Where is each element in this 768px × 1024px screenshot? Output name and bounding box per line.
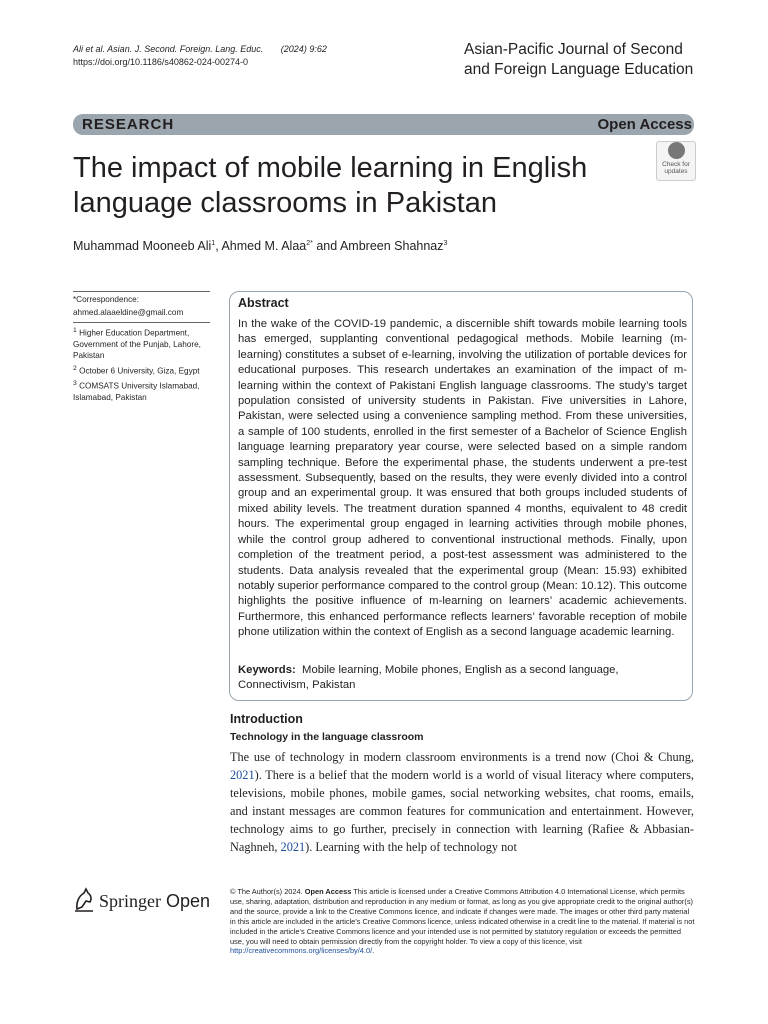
- license-text: .: [372, 946, 375, 956]
- introduction-heading: Introduction: [230, 712, 303, 726]
- affiliation-text: COMSATS University Islamabad, Islamabad, Pakistan: [73, 382, 200, 403]
- citation-link[interactable]: 2021: [280, 840, 306, 854]
- check-updates-icon: [668, 142, 685, 159]
- author-list: [73, 239, 447, 253]
- logo-springer: Springer: [99, 891, 161, 911]
- author-separator: and: [312, 239, 340, 253]
- license-text: © The Author(s) 2024.: [230, 887, 305, 896]
- journal-line-1: Asian-Pacific Journal of Second: [464, 41, 683, 58]
- correspondence-label: *Correspondence:: [73, 295, 139, 304]
- paragraph-text: The use of technology in modern classroom environments is a trend now (Choi & Chung,: [230, 750, 694, 764]
- divider: [73, 291, 210, 292]
- paragraph-text: ). There is a belief that the modern world is a world of visual literacy where computers, televisions, mobile phones, mobile games, social networking websites, chat rooms, emails, and instant messages are common features for communication and entertainment. However, technology aims to go further, precisely in connection with learning (Rafiee & Abbasian-Naghneh,: [230, 768, 694, 854]
- badge-line-2: updates: [664, 168, 688, 175]
- author-name: Ambreen Shahnaz: [339, 239, 444, 253]
- affiliation-sup: 3: [73, 380, 77, 388]
- doi-link[interactable]: https://doi.org/10.1186/s40862-024-00274-0: [73, 57, 248, 67]
- license-link[interactable]: http://creativecommons.org/licenses/by/4.0/: [230, 946, 373, 956]
- journal-name: [464, 40, 694, 80]
- badge-line-1: Check for: [662, 161, 690, 168]
- springer-horse-icon: [73, 887, 95, 913]
- article-title: The impact of mobile learning in English language classrooms in Pakistan: [73, 152, 588, 219]
- author-sup: 1: [211, 239, 216, 247]
- keywords: [238, 663, 687, 694]
- author-sup: 3: [443, 239, 448, 247]
- license-text: This article is licensed under a Creative Commons Attribution 4.0 International License, which permits use, sharing, adaptation, distribution and reproduction in any medium or format, as long as you give appropriate credit to the original author(s) and the source, provide a link to the Creative Commons licence, and indicate if changes were made. The images or other third party material in this article are included in the article’s Creative Commons licence, unless indicated otherwise in a credit line to the material. If material is not included in the article’s Creative Commons licence and your intended use is not permitted by statutory regulation or exceeds the permitted use, you will need to obtain permission directly from the copyright holder. To view a copy of this licence, visit: [230, 887, 695, 946]
- keywords-list: Mobile learning, Mobile phones, English as a second language, Connectivism, Pakistan: [238, 664, 619, 692]
- paragraph-text: ). Learning with the help of technology not: [305, 840, 517, 854]
- correspondence-email[interactable]: ahmed.alaaeldine@gmail.com: [73, 308, 184, 317]
- check-for-updates-badge[interactable]: [656, 141, 696, 181]
- introduction-paragraph: [230, 748, 694, 856]
- affiliations: [73, 291, 210, 405]
- open-access-label: Open Access: [597, 116, 692, 133]
- author-sup: 2*: [306, 239, 313, 247]
- license-notice: [230, 887, 696, 956]
- affiliation-sup: 2: [73, 364, 77, 372]
- section-subheading: Technology in the language classroom: [230, 731, 424, 743]
- citation-authors: Ali et al.: [73, 44, 106, 54]
- affiliation-item: [73, 325, 210, 361]
- author-separator: ,: [215, 239, 222, 253]
- affiliation-item: [73, 363, 210, 377]
- author-name: Muhammad Mooneeb Ali: [73, 239, 212, 253]
- affiliation-sup: 1: [73, 327, 77, 334]
- article-type-label: RESEARCH: [82, 116, 175, 133]
- abstract-text: In the wake of the COVID-19 pandemic, a discernible shift towards mobile learning tools has emerged, supplanting conventional pedagogical methods. Mobile learning (m-learning) constitutes a subset of e-learning, involving the utilization of portable devices for educational purposes. This research undertakes an examination of the impact of m-learning within the context of Pakistani English language classrooms. The study’s target population consisted of university students in Pakistan. Five universities in Lahore, Pakistan, were selected using a convenience sampling method. From these universities, a sample of 100 students, enrolled in the first semester of a Bachelor of Science English language learning preparatory year course, were selected based on a simple random sampling technique. Before the experimental phase, the students underwent a pre-test assessment. Subsequently, based on the results, they were evenly divided into a control group and an experimental group. It was ensured that both groups included students of mixed ability levels. The treatment duration spanned 4 months, equivalent to 48 credit hours. The experimental group engaged in learning activities through mobile phones, while the control group adhered to conventional instructional methods. Finally, upon completion of the treatment period, a post-test assessment was administered to the students. Data analysis revealed that the experimental group (Mean: 15.93) exhibited notably superior performance compared to the control group (Mean: 10.12). This outcome highlights the positive influence of m-learning on learners’ academic achievements. Furthermore, this enhanced performance reflects learners’ favorable reception of mobile phone utilization within the context of English as a second language academic learning.: [238, 318, 687, 639]
- logo-open: Open: [166, 891, 211, 911]
- divider: [73, 322, 210, 323]
- affiliation-text: October 6 University, Giza, Egypt: [76, 366, 200, 376]
- license-open-access: Open Access: [304, 887, 352, 896]
- journal-line-2: and Foreign Language Education: [464, 61, 694, 78]
- abstract-heading: Abstract: [238, 296, 289, 310]
- citation-journal: Asian. J. Second. Foreign. Lang. Educ.: [105, 44, 264, 54]
- author-name: Ahmed M. Alaa: [221, 239, 307, 253]
- citation-year: (2024) 9:62: [280, 44, 327, 54]
- affiliation-text: Higher Education Department, Government of the Punjab, Lahore, Pakistan: [73, 328, 201, 360]
- citation-link[interactable]: 2021: [230, 768, 255, 782]
- check-updates-text: [657, 161, 695, 175]
- affiliation-item: [73, 378, 210, 403]
- keywords-label: Keywords:: [238, 664, 296, 676]
- citation-header: [73, 43, 327, 69]
